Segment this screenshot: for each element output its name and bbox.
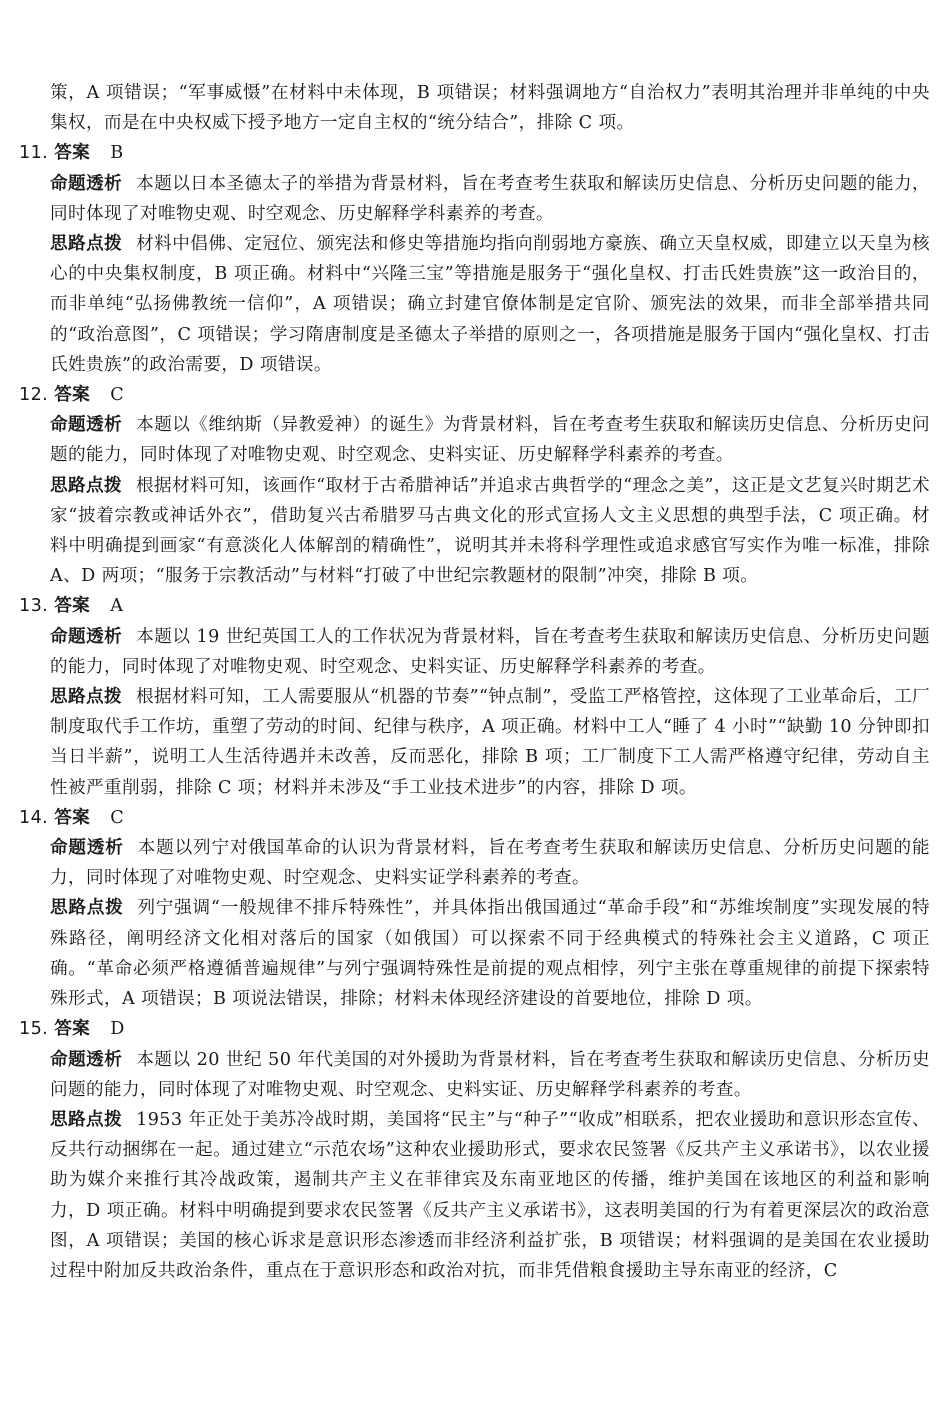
analysis-text: 列宁强调“一般规律不排斥特殊性”，并具体指出俄国通过“革命手段”和“苏维埃制度”实现发展的特殊路径，阐明经济文化相对落后的国家（如俄国）可以探索不同于经典模式的特殊社会主义道路，C 项正确。“革命必须严格遵循普遍规律”与列宁强调特殊性是前提的观点相悖，列宁主张在尊重规律的前提下探索特殊形式，A 项错误；B 项说法错误，排除；材料未体现经济建设的首要地位，排除 D 项。: [50, 898, 930, 1010]
intent-paragraph: [50, 1045, 930, 1105]
question-number: 12.: [19, 385, 49, 406]
analysis-label: 思路点拨: [50, 898, 124, 919]
intent-paragraph: [50, 169, 930, 229]
question-number: 11.: [19, 143, 49, 164]
question-block: [19, 803, 930, 1014]
answer-label: 答案: [54, 385, 91, 406]
answer-label: 答案: [54, 807, 91, 828]
question-block: [19, 1014, 930, 1286]
answer-line: [19, 138, 930, 168]
answer-value: C: [110, 807, 125, 828]
analysis-text: 根据材料可知，该画作“取材于古希腊神话”并追求古典哲学的“理念之美”，这正是文艺复兴时期艺术家“披着宗教或神话外衣”，借助复兴古希腊罗马古典文化的形式宣扬人文主义思想的典型手法，C 项正确。材料中明确提到画家“有意淡化人体解剖的精确性”，说明其并未将科学理性或追求感官写实作为唯一标准，排除 A、D 两项；“服务于宗教活动”与材料“打破了中世纪宗教题材的限制”冲突，排除 B 项。: [50, 475, 930, 587]
analysis-label: 思路点拨: [50, 234, 123, 255]
analysis-label: 思路点拨: [50, 687, 123, 708]
answer-label: 答案: [54, 143, 91, 164]
answer-value: D: [110, 1019, 125, 1040]
question-block: [19, 138, 930, 380]
answer-line: [19, 1014, 930, 1044]
analysis-text: 材料中倡佛、定冠位、颁宪法和修史等措施均指向削弱地方豪族、确立天皇权威，即建立以天皇为核心的中央集权制度，B 项正确。材料中“兴隆三宝”等措施是服务于“强化皇权、打击氏姓贵族”这一政治目的，而非单纯“弘扬佛教统一信仰”，A 项错误；确立封建官僚体制是定官阶、颁宪法的效果，而非全部举措共同的“政治意图”，C 项错误；学习隋唐制度是圣德太子举措的原则之一，各项措施是服务于国内“强化皇权、打击氏姓贵族”的政治需要，D 项错误。: [50, 234, 930, 375]
analysis-paragraph: [50, 1105, 930, 1286]
intent-paragraph: [50, 622, 930, 682]
analysis-paragraph: [50, 682, 930, 803]
intent-label: 命题透析: [50, 838, 124, 859]
intent-paragraph: [50, 833, 930, 893]
intent-text: 本题以 20 世纪 50 年代美国的对外援助为背景材料，旨在考查考生获取和解读历史信息、分析历史问题的能力，同时体现了对唯物史观、时空观念、史料实证、历史解释学科素养的考查。: [50, 1049, 930, 1100]
analysis-text: 根据材料可知，工人需要服从“机器的节奏”“钟点制”，受监工严格管控，这体现了工业革命后，工厂制度取代手工作坊，重塑了劳动的时间、纪律与秩序，A 项正确。材料中工人“睡了 4 小时”“缺勤 10 分钟即扣当日半薪”，说明工人生活待遇并未改善，反而恶化，排除 B 项；工厂制度下工人需严格遵守纪律，劳动自主性被严重削弱，排除 C 项；材料并未涉及“手工业技术进步”的内容，排除 D 项。: [50, 687, 930, 798]
question-number: 14.: [19, 807, 49, 828]
intent-paragraph: [50, 410, 930, 470]
intent-label: 命题透析: [50, 1049, 123, 1070]
answer-label: 答案: [54, 596, 91, 617]
analysis-text: 1953 年正处于美苏冷战时期，美国将“民主”与“种子”“收成”相联系，把农业援助和意识形态宣传、反共行动捆绑在一起。通过建立“示范农场”这种农业援助形式，要求农民签署《反共产主义承诺书》，以农业援助为媒介来推行其冷战政策，遏制共产主义在菲律宾及东南亚地区的传播，维护美国在该地区的利益和影响力，D 项正确。材料中明确提到要求农民签署《反共产主义承诺书》，这表明美国的行为有着更深层次的政治意图，A 项错误；美国的核心诉求是意识形态渗透而非经济利益扩张，B 项错误；材料强调的是美国在农业援助过程中附加反共政治条件，重点在于意识形态和政治对抗，而非凭借粮食援助主导东南亚的经济，C: [50, 1109, 930, 1281]
intent-text: 本题以《维纳斯（异教爱神）的诞生》为背景材料，旨在考查考生获取和解读历史信息、分析历史问题的能力，同时体现了对唯物史观、时空观念、史料实证、历史解释学科素养的考查。: [50, 415, 930, 466]
question-block: [19, 380, 930, 591]
intent-text: 本题以列宁对俄国革命的认识为背景材料，旨在考查考生获取和解读历史信息、分析历史问题的能力，同时体现了对唯物史观、时空观念、史料实证学科素养的考查。: [50, 838, 930, 889]
analysis-paragraph: [50, 471, 930, 592]
intent-label: 命题透析: [50, 415, 123, 436]
analysis-label: 思路点拨: [50, 475, 123, 496]
question-list: [19, 138, 930, 1286]
intro-paragraph: 策，A 项错误；“军事威慑”在材料中未体现，B 项错误；材料强调地方“自治权力”表明其治理并非单纯的中央集权，而是在中央权威下授予地方一定自主权的“统分结合”，排除 C 项。: [50, 83, 930, 134]
question-number: 15.: [19, 1019, 49, 1040]
analysis-paragraph: [50, 229, 930, 380]
intent-label: 命题透析: [50, 173, 123, 194]
question-number: 13.: [19, 596, 49, 617]
answer-value: C: [110, 385, 125, 406]
answer-label: 答案: [54, 1019, 91, 1040]
question-block: [19, 591, 930, 802]
analysis-paragraph: [50, 893, 930, 1014]
answer-line: [19, 380, 930, 410]
answer-line: [19, 591, 930, 621]
intent-text: 本题以日本圣德太子的举措为背景材料，旨在考查考生获取和解读历史信息、分析历史问题的能力，同时体现了对唯物史观、时空观念、历史解释学科素养的考查。: [50, 173, 930, 224]
answer-value: A: [110, 596, 124, 617]
answer-line: [19, 803, 930, 833]
intent-label: 命题透析: [50, 626, 123, 647]
answer-value: B: [110, 143, 124, 164]
intent-text: 本题以 19 世纪英国工人的工作状况为背景材料，旨在考查考生获取和解读历史信息、分析历史问题的能力，同时体现了对唯物史观、时空观念、史料实证、历史解释学科素养的考查。: [50, 626, 930, 677]
analysis-label: 思路点拨: [50, 1109, 123, 1130]
